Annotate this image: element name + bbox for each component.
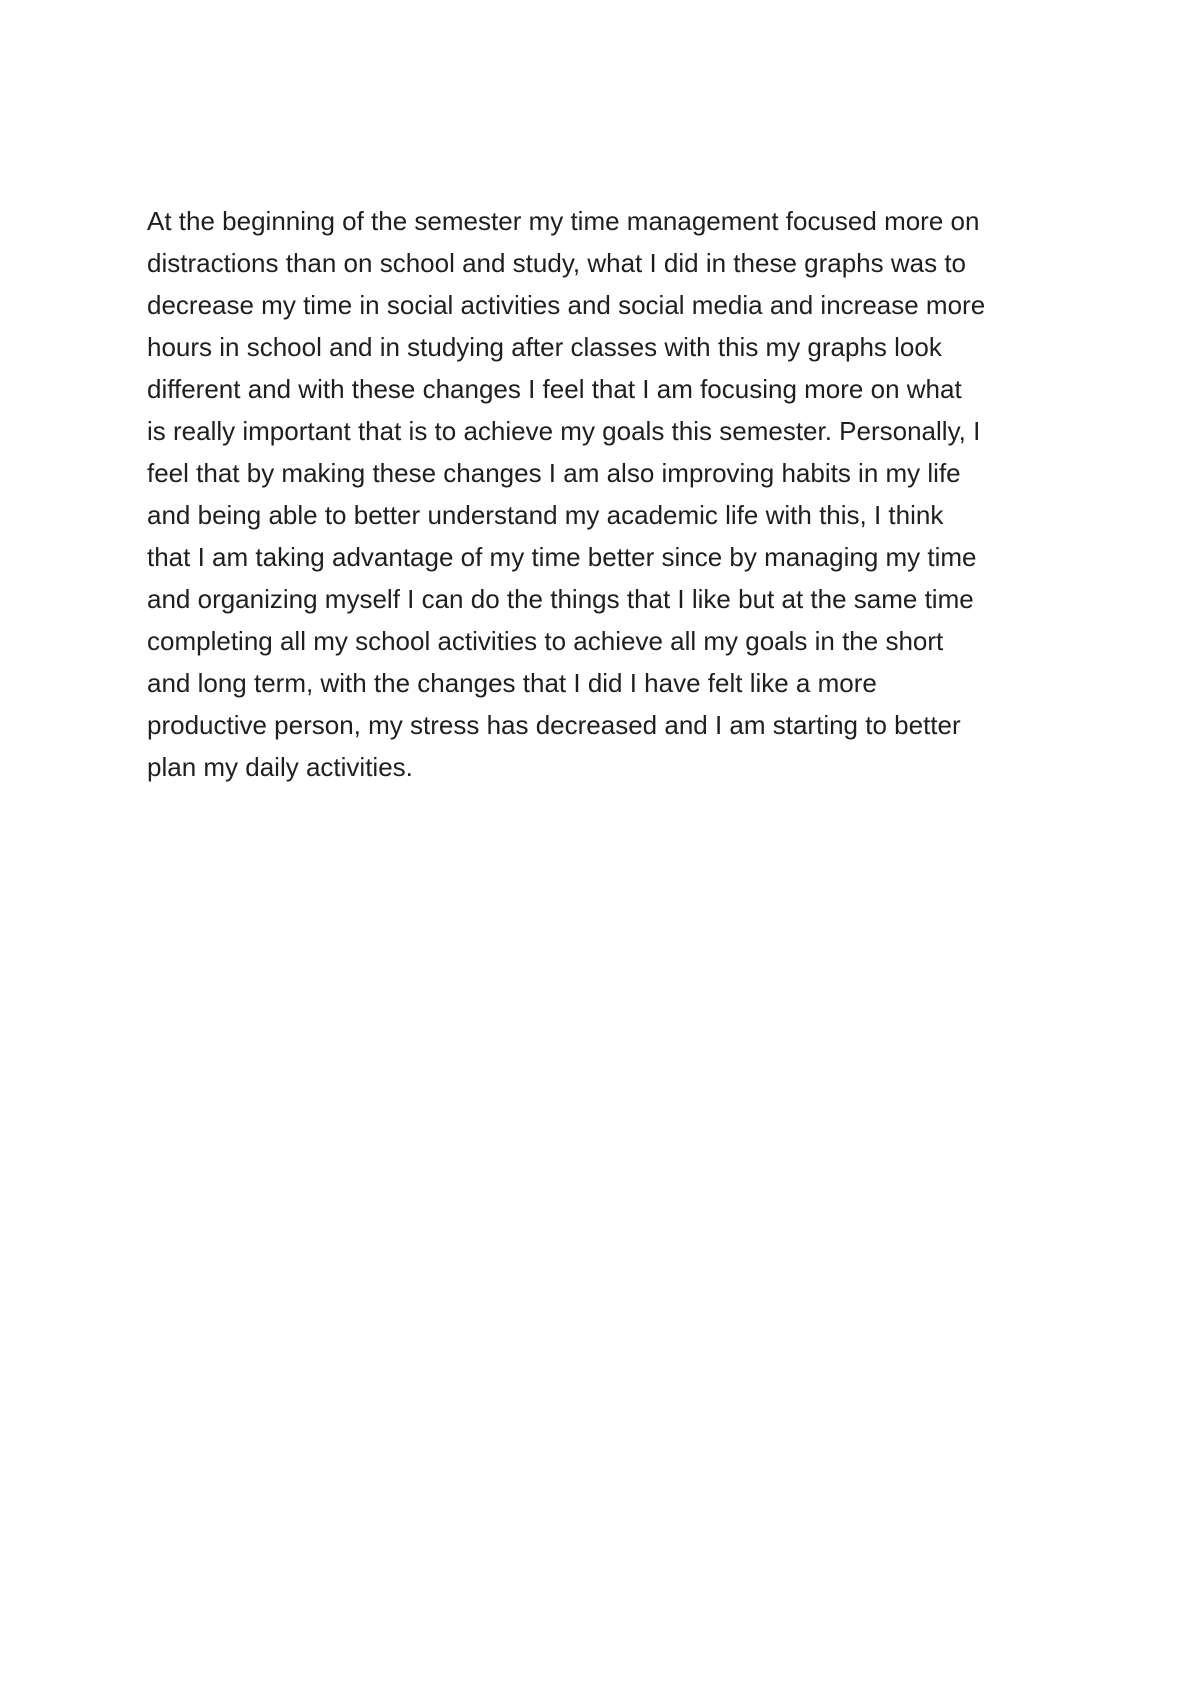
paragraph-line-10: and organizing myself I can do the things that I like but at the same time (147, 584, 974, 614)
paragraph-line-3: decrease my time in social activities and social media and increase more (147, 290, 986, 320)
paragraph-line-14: plan my daily activities. (147, 752, 413, 782)
paragraph-line-8: and being able to better understand my academic life with this, I think (147, 500, 944, 530)
paragraph-line-12: and long term, with the changes that I did I have felt like a more (147, 668, 877, 698)
paragraph-line-7: feel that by making these changes I am also improving habits in my life (147, 458, 961, 488)
paragraph-line-6: is really important that is to achieve my goals this semester. Personally, I (147, 416, 981, 446)
paragraph-line-5: different and with these changes I feel that I am focusing more on what (147, 374, 962, 404)
paragraph-line-1: At the beginning of the semester my time management focused more on (147, 206, 980, 236)
paragraph-line-13: productive person, my stress has decreased and I am starting to better (147, 710, 961, 740)
paragraph-line-4: hours in school and in studying after classes with this my graphs look (147, 332, 942, 362)
body-paragraph (147, 200, 1077, 788)
paragraph-line-2: distractions than on school and study, what I did in these graphs was to (147, 248, 966, 278)
paragraph-line-9: that I am taking advantage of my time better since by managing my time (147, 542, 977, 572)
paragraph-line-11: completing all my school activities to achieve all my goals in the short (147, 626, 944, 656)
